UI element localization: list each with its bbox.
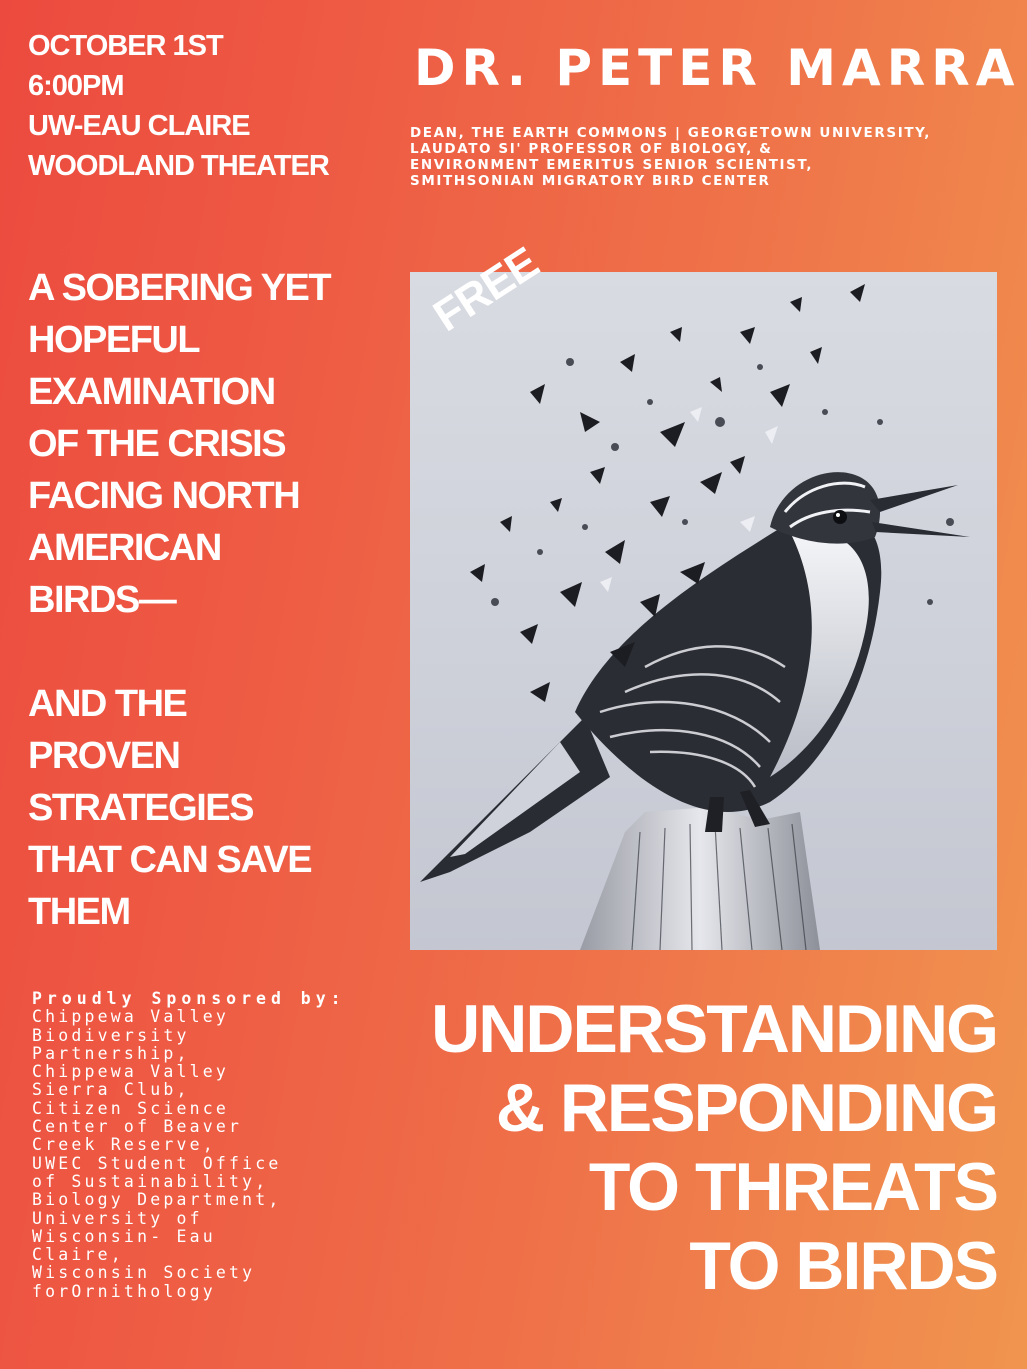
- tagline-line: EXAMINATION: [28, 371, 275, 413]
- sponsor-line: Citizen Science: [32, 1098, 230, 1118]
- sponsor-line: UWEC Student Office: [32, 1153, 282, 1173]
- speaker-title-line: DEAN, THE EARTH COMMONS | GEORGETOWN UNIVERSITY,: [410, 125, 932, 141]
- event-time: 6:00PM: [28, 70, 124, 102]
- sponsor-line: Center of Beaver: [32, 1117, 243, 1137]
- tagline-line: AMERICAN: [28, 527, 221, 569]
- tagline-line: HOPEFUL: [28, 319, 200, 361]
- sponsor-line: Chippewa Valley: [32, 1062, 230, 1082]
- headline-line: TO THREATS: [588, 1149, 997, 1225]
- free-badge: FREE: [425, 238, 547, 342]
- tagline-line: STRATEGIES: [28, 787, 253, 829]
- tagline-line: AND THE: [28, 683, 187, 725]
- sponsor-line: Creek Reserve,: [32, 1135, 216, 1155]
- tagline-line: OF THE CRISIS: [28, 423, 286, 465]
- tagline-line: BIRDS—: [28, 579, 176, 621]
- speaker-title-line: SMITHSONIAN MIGRATORY BIRD CENTER: [410, 173, 771, 189]
- tagline-line: FACING NORTH: [28, 475, 300, 517]
- speaker-title: [410, 125, 1010, 189]
- sponsor-line: Biodiversity: [32, 1025, 190, 1045]
- tagline-line: THAT CAN SAVE: [28, 839, 312, 881]
- sponsor-line: forOrnithology: [32, 1281, 216, 1301]
- speaker-name: DR. PETER MARRA: [414, 39, 1021, 97]
- sponsors-heading: Proudly Sponsored by:: [32, 989, 346, 1008]
- sponsor-line: Biology Department,: [32, 1190, 282, 1210]
- event-venue: UW-EAU CLAIRE: [28, 110, 250, 142]
- sponsor-line: Wisconsin Society: [32, 1263, 256, 1283]
- sponsor-line: Chippewa Valley: [32, 1007, 230, 1027]
- speaker-title-line: ENVIRONMENT EMERITUS SENIOR SCIENTIST,: [410, 157, 814, 173]
- bird-artwork: [410, 272, 997, 950]
- headline-line: UNDERSTANDING: [431, 991, 997, 1067]
- sponsor-line: Wisconsin- Eau: [32, 1226, 216, 1246]
- sponsor-line: Partnership,: [32, 1043, 190, 1063]
- headline-line: TO BIRDS: [689, 1228, 997, 1304]
- event-room: WOODLAND THEATER: [28, 150, 329, 182]
- sponsors: [32, 990, 412, 1301]
- sponsor-line: of Sustainability,: [32, 1171, 269, 1191]
- sponsor-line: Claire,: [32, 1245, 124, 1265]
- shattering-bird-icon: [410, 272, 997, 950]
- sponsor-line: University of: [32, 1208, 203, 1228]
- sponsor-line: Sierra Club,: [32, 1080, 190, 1100]
- event-date: OCTOBER 1ST: [28, 30, 223, 62]
- headline-line: & RESPONDING: [495, 1070, 997, 1146]
- tagline-line: PROVEN: [28, 735, 180, 777]
- tagline: [28, 262, 368, 938]
- event-details: [28, 26, 388, 186]
- tagline-line: THEM: [28, 891, 130, 933]
- speaker-title-line: LAUDATO SI' PROFESSOR OF BIOLOGY, &: [410, 141, 773, 157]
- tagline-spacer: [28, 626, 368, 678]
- tagline-line: A SOBERING YET: [28, 267, 331, 309]
- headline: [377, 990, 997, 1306]
